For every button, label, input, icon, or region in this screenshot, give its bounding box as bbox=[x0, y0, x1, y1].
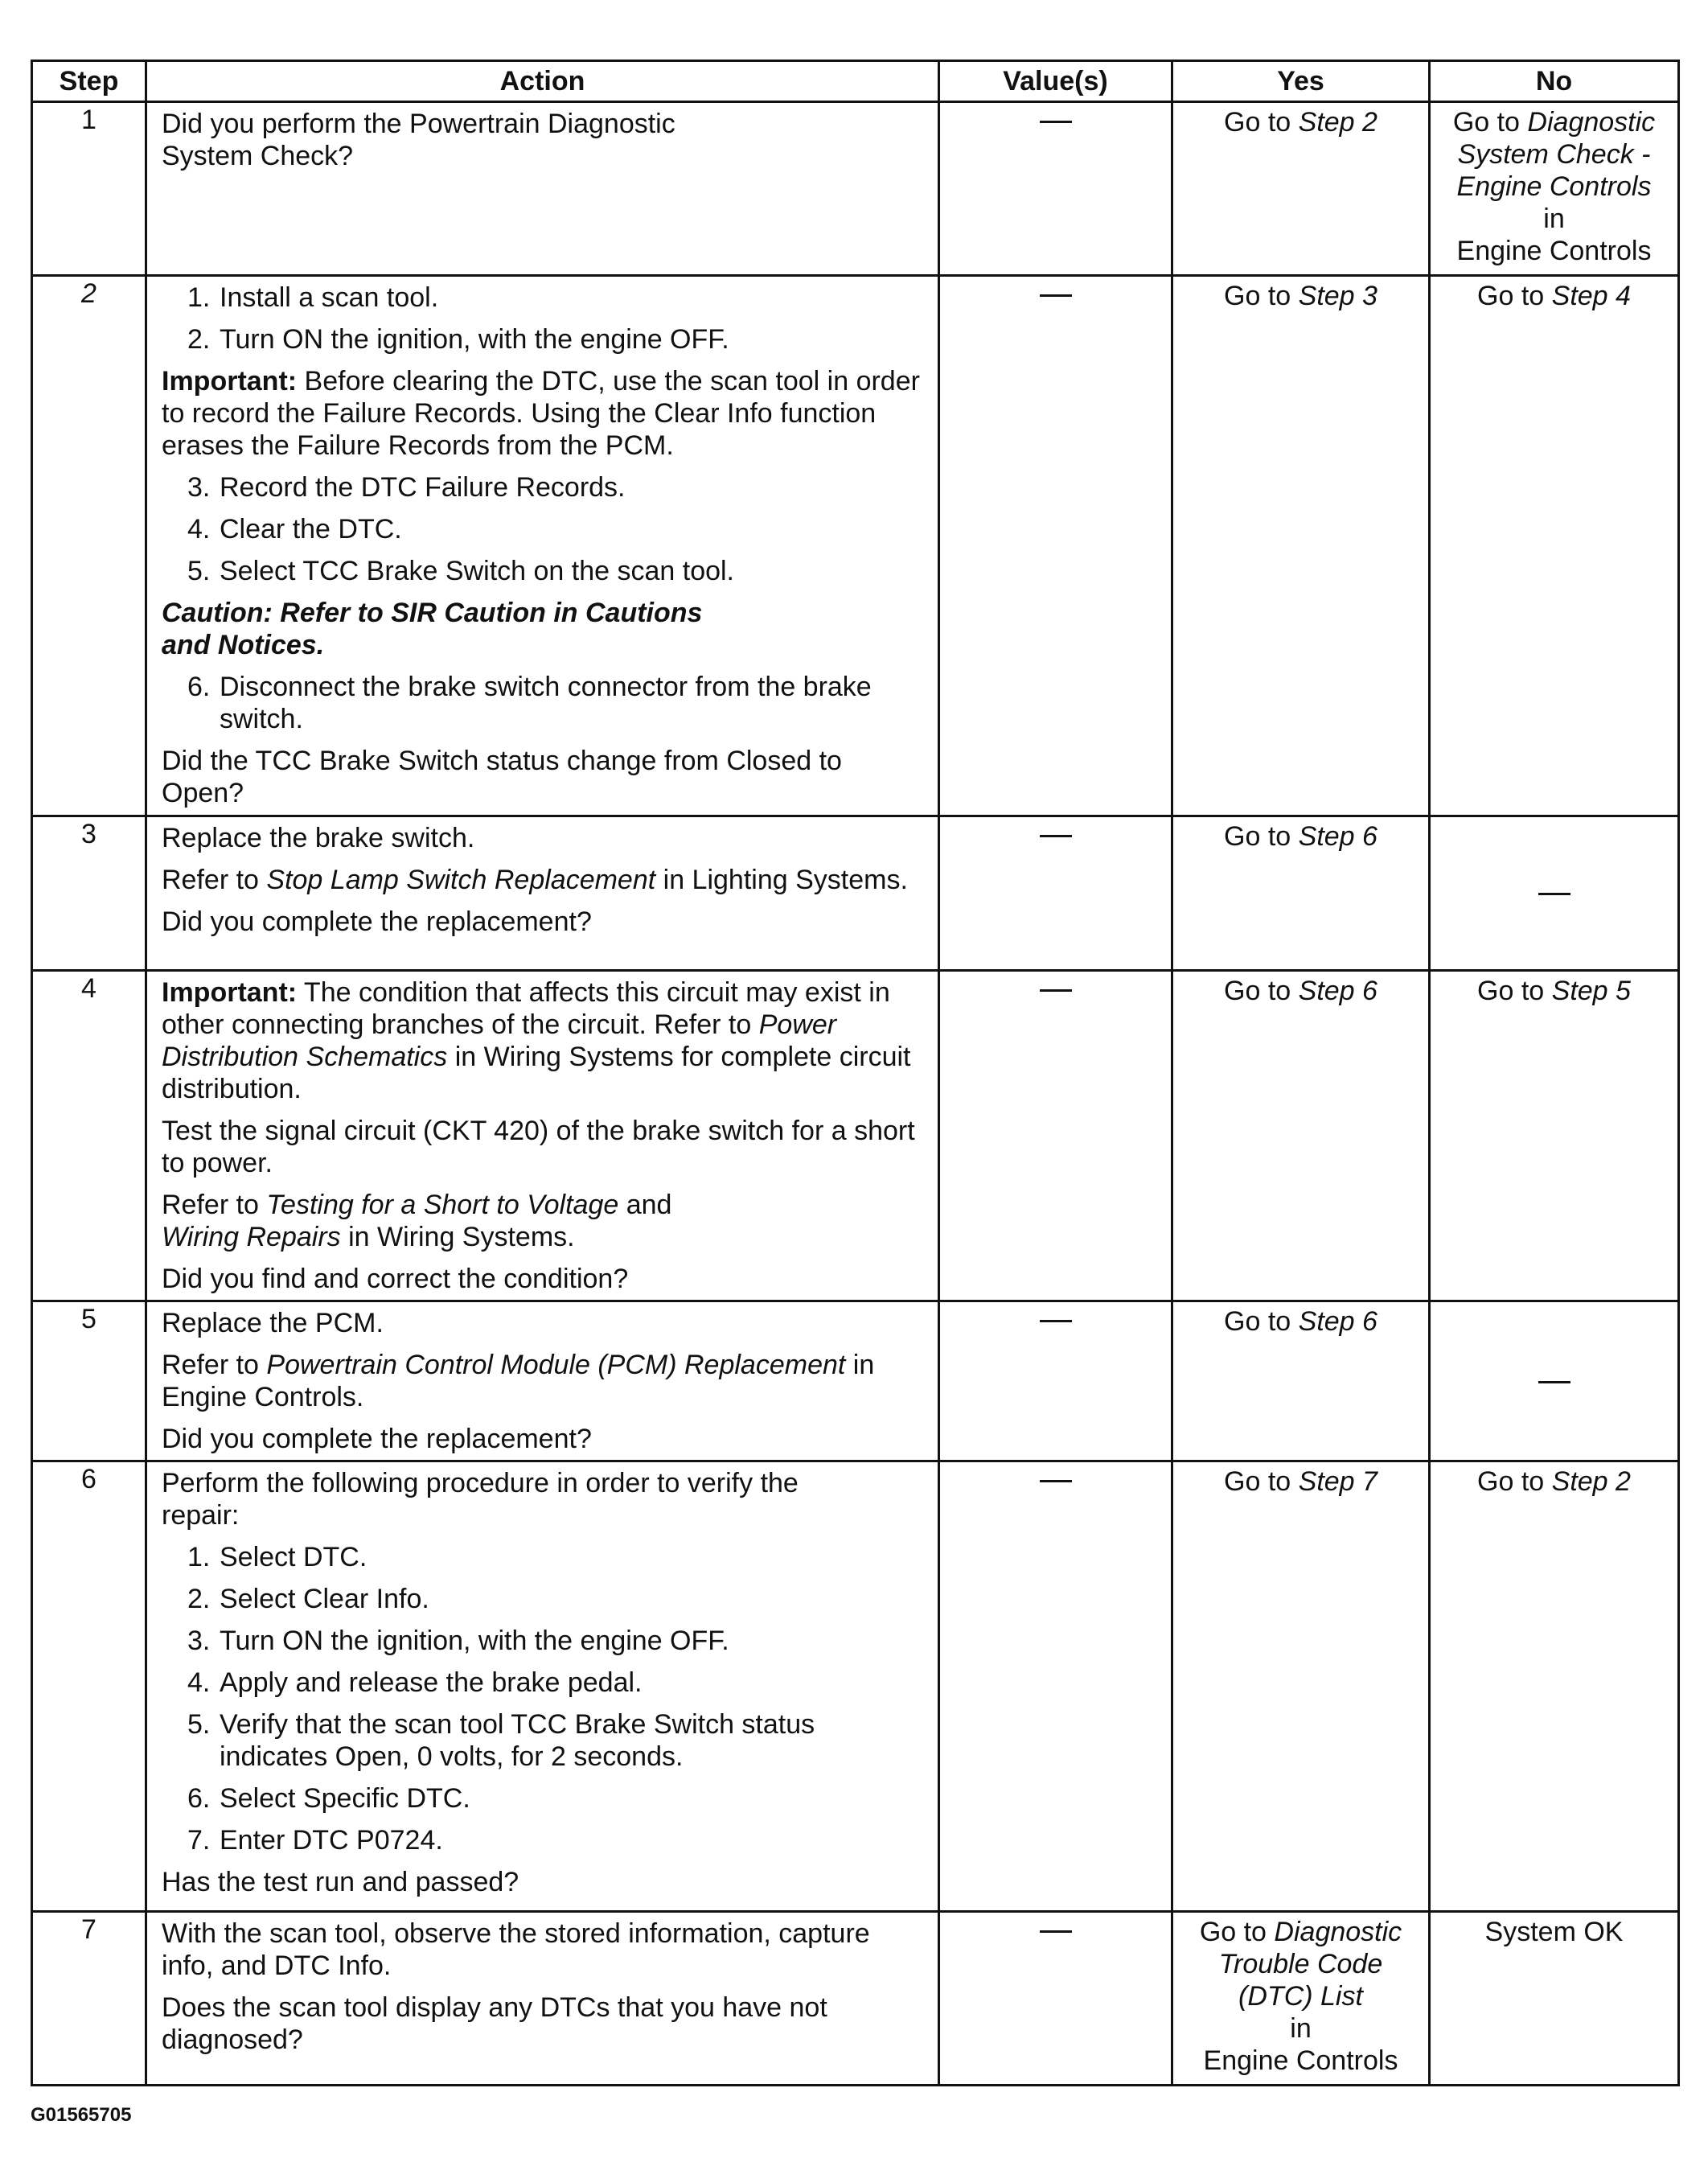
important-text: Before clearing the DTC, use the scan tool in order to record the Failure Records. Using the Clear Info function erases the Failure Records from the PCM. bbox=[162, 366, 920, 461]
dash-mark bbox=[1538, 1381, 1570, 1383]
yes-link[interactable]: Step 6 bbox=[1298, 976, 1377, 1006]
list-item bbox=[162, 1667, 926, 1699]
item-text: Record the DTC Failure Records. bbox=[220, 472, 626, 503]
item-text: Clear the DTC. bbox=[220, 514, 402, 545]
yes-link[interactable]: Diagnostic Trouble Code (DTC) List bbox=[1218, 1917, 1402, 2012]
header-step: Step bbox=[32, 61, 146, 102]
item-text: Turn ON the ignition, with the engine OFF. bbox=[220, 324, 729, 355]
list-item bbox=[162, 282, 926, 314]
no-in: in bbox=[1543, 203, 1565, 234]
action-question: Has the test run and passed? bbox=[162, 1867, 519, 1897]
important-text: The condition that affects this circuit may exist in other connecting branches of the circuit. Refer to bbox=[162, 977, 890, 1040]
header-values: Value(s) bbox=[939, 61, 1172, 102]
yes-link[interactable]: Step 7 bbox=[1298, 1466, 1377, 1497]
important-label: Important: bbox=[162, 366, 298, 397]
table-row-step-5 bbox=[32, 1301, 1679, 1461]
value-cell bbox=[939, 1461, 1172, 1912]
no-link[interactable]: Step 2 bbox=[1551, 1466, 1631, 1497]
step-number: 5 bbox=[32, 1301, 146, 1461]
yes-prefix: Go to bbox=[1224, 1306, 1299, 1337]
item-number: 2. bbox=[187, 324, 211, 355]
action-text: Test the signal circuit (CKT 420) of the brake switch for a short to power. bbox=[162, 1116, 915, 1178]
ref-suffix: in Lighting Systems. bbox=[655, 865, 908, 895]
item-number: 5. bbox=[187, 556, 211, 586]
no-prefix: Go to bbox=[1477, 281, 1552, 311]
yes-cell bbox=[1172, 102, 1430, 276]
yes-prefix: Go to bbox=[1224, 107, 1299, 138]
action-question: Does the scan tool display any DTCs that you have not diagnosed? bbox=[162, 1992, 827, 2055]
no-cell bbox=[1430, 1301, 1679, 1461]
item-text: Verify that the scan tool TCC Brake Switch status indicates Open, 0 volts, for 2 seconds. bbox=[220, 1709, 815, 1772]
ref-link[interactable]: Stop Lamp Switch Replacement bbox=[266, 865, 656, 895]
item-text: Select TCC Brake Switch on the scan tool. bbox=[220, 556, 735, 586]
list-item bbox=[162, 1782, 926, 1815]
list-item bbox=[162, 513, 926, 545]
table-row-step-1 bbox=[32, 102, 1679, 276]
ref-and: and bbox=[618, 1190, 672, 1220]
action-text: Replace the PCM. bbox=[162, 1308, 384, 1338]
item-text: Enter DTC P0724. bbox=[220, 1825, 443, 1856]
yes-prefix: Go to bbox=[1199, 1917, 1275, 1947]
table-row-step-2 bbox=[32, 276, 1679, 816]
action-cell bbox=[146, 1461, 939, 1912]
yes-cell bbox=[1172, 1912, 1430, 2086]
ref-prefix: Refer to bbox=[162, 865, 267, 895]
no-cell bbox=[1430, 1912, 1679, 2086]
value-cell bbox=[939, 816, 1172, 971]
step-number: 2 bbox=[32, 276, 146, 816]
important-note bbox=[162, 365, 926, 462]
step-number: 6 bbox=[32, 1461, 146, 1912]
no-link[interactable]: Step 5 bbox=[1551, 976, 1631, 1006]
item-text: Install a scan tool. bbox=[220, 282, 439, 313]
list-item bbox=[162, 671, 926, 735]
yes-link[interactable]: Step 6 bbox=[1298, 1306, 1377, 1337]
important-note bbox=[162, 976, 926, 1105]
action-cell bbox=[146, 1301, 939, 1461]
value-cell bbox=[939, 1301, 1172, 1461]
table-row-step-3 bbox=[32, 816, 1679, 971]
dash-mark bbox=[1040, 121, 1072, 123]
dash-mark bbox=[1040, 989, 1072, 992]
item-text: Apply and release the brake pedal. bbox=[220, 1667, 643, 1698]
item-text: Select Clear Info. bbox=[220, 1584, 429, 1614]
item-text: Turn ON the ignition, with the engine OFF. bbox=[220, 1626, 729, 1656]
header-yes: Yes bbox=[1172, 61, 1430, 102]
ref-suffix: in Wiring Systems. bbox=[340, 1222, 575, 1252]
no-prefix: Go to bbox=[1452, 107, 1528, 138]
diagnostic-table bbox=[31, 60, 1680, 2086]
action-text: With the scan tool, observe the stored information, capture info, and DTC Info. bbox=[162, 1918, 870, 1981]
yes-prefix: Go to bbox=[1224, 821, 1299, 852]
table-row-step-4 bbox=[32, 971, 1679, 1301]
action-cell bbox=[146, 816, 939, 971]
figure-id: G01565705 bbox=[31, 2104, 132, 2126]
action-text: Replace the brake switch. bbox=[162, 823, 475, 853]
yes-section: Engine Controls bbox=[1203, 2045, 1398, 2076]
important-link[interactable]: Power Distribution Schematics bbox=[162, 1009, 837, 1072]
action-question: Did you find and correct the condition? bbox=[162, 1264, 629, 1294]
yes-in: in bbox=[1290, 2013, 1312, 2044]
dash-mark bbox=[1538, 893, 1570, 895]
ref-link[interactable]: Wiring Repairs bbox=[162, 1222, 341, 1252]
value-cell bbox=[939, 102, 1172, 276]
action-question: Did you complete the replacement? bbox=[162, 906, 592, 937]
no-cell bbox=[1430, 816, 1679, 971]
table-row-step-6 bbox=[32, 1461, 1679, 1912]
action-cell bbox=[146, 102, 939, 276]
no-cell bbox=[1430, 102, 1679, 276]
ref-link[interactable]: Testing for a Short to Voltage bbox=[266, 1190, 619, 1220]
yes-cell bbox=[1172, 971, 1430, 1301]
dash-mark bbox=[1040, 1320, 1072, 1322]
important-suffix: in Wiring Systems for complete circuit distribution. bbox=[162, 1042, 911, 1104]
item-number: 2. bbox=[187, 1584, 211, 1614]
ref-prefix: Refer to bbox=[162, 1190, 267, 1220]
yes-cell bbox=[1172, 1301, 1430, 1461]
yes-prefix: Go to bbox=[1224, 976, 1299, 1006]
yes-link[interactable]: Step 6 bbox=[1298, 821, 1377, 852]
no-cell bbox=[1430, 276, 1679, 816]
yes-prefix: Go to bbox=[1224, 281, 1299, 311]
item-number: 1. bbox=[187, 1542, 211, 1572]
table-header-row bbox=[32, 61, 1679, 102]
item-number: 4. bbox=[187, 1667, 211, 1698]
item-number: 3. bbox=[187, 1626, 211, 1656]
item-text: Disconnect the brake switch connector from the brake switch. bbox=[220, 672, 872, 734]
list-item bbox=[162, 471, 926, 504]
yes-cell bbox=[1172, 1461, 1430, 1912]
action-question: Did you complete the replacement? bbox=[162, 1424, 592, 1454]
table-row-step-7 bbox=[32, 1912, 1679, 2086]
important-label: Important: bbox=[162, 977, 298, 1008]
action-text: Perform the following procedure in order to verify the repair: bbox=[162, 1468, 799, 1531]
action-question: Did you perform the Powertrain Diagnostic System Check? bbox=[162, 109, 675, 171]
item-number: 6. bbox=[187, 672, 211, 702]
dash-mark bbox=[1040, 1480, 1072, 1482]
caution-note: Caution: Refer to SIR Caution in Cautions and Notices. bbox=[162, 598, 703, 660]
step-number: 1 bbox=[32, 102, 146, 276]
yes-link[interactable]: Step 2 bbox=[1298, 107, 1377, 138]
list-item bbox=[162, 1708, 895, 1773]
no-link[interactable]: Step 4 bbox=[1551, 281, 1631, 311]
no-link[interactable]: Diagnostic System Check - Engine Controls bbox=[1456, 107, 1656, 202]
list-item bbox=[162, 1824, 926, 1856]
yes-prefix: Go to bbox=[1224, 1466, 1299, 1497]
value-cell bbox=[939, 1912, 1172, 2086]
step-number: 7 bbox=[32, 1912, 146, 2086]
list-item bbox=[162, 1625, 926, 1657]
ref-prefix: Refer to bbox=[162, 1350, 267, 1380]
no-cell bbox=[1430, 1461, 1679, 1912]
no-prefix: Go to bbox=[1477, 1466, 1552, 1497]
item-number: 3. bbox=[187, 472, 211, 503]
item-number: 4. bbox=[187, 514, 211, 545]
ref-suffix: in Engine Controls. bbox=[162, 1350, 875, 1412]
yes-cell bbox=[1172, 276, 1430, 816]
value-cell bbox=[939, 276, 1172, 816]
item-text: Select DTC. bbox=[220, 1542, 367, 1572]
no-cell bbox=[1430, 971, 1679, 1301]
no-result: System OK bbox=[1484, 1917, 1624, 1947]
yes-link[interactable]: Step 3 bbox=[1298, 281, 1377, 311]
no-section: Engine Controls bbox=[1456, 236, 1652, 266]
item-text: Select Specific DTC. bbox=[220, 1783, 470, 1814]
step-number: 3 bbox=[32, 816, 146, 971]
item-number: 6. bbox=[187, 1783, 211, 1814]
no-prefix: Go to bbox=[1477, 976, 1552, 1006]
step-number: 4 bbox=[32, 971, 146, 1301]
dash-mark bbox=[1040, 835, 1072, 837]
list-item bbox=[162, 1541, 926, 1573]
list-item bbox=[162, 1583, 926, 1615]
item-number: 1. bbox=[187, 282, 211, 313]
item-number: 7. bbox=[187, 1825, 211, 1856]
action-cell bbox=[146, 971, 939, 1301]
action-cell bbox=[146, 1912, 939, 2086]
header-action: Action bbox=[146, 61, 939, 102]
dash-mark bbox=[1040, 1930, 1072, 1933]
header-no: No bbox=[1430, 61, 1679, 102]
ref-link[interactable]: Powertrain Control Module (PCM) Replacement bbox=[266, 1350, 846, 1380]
reference-note bbox=[162, 1349, 926, 1413]
yes-cell bbox=[1172, 816, 1430, 971]
list-item bbox=[162, 323, 926, 356]
value-cell bbox=[939, 971, 1172, 1301]
reference-note bbox=[162, 864, 926, 896]
item-number: 5. bbox=[187, 1709, 211, 1740]
list-item bbox=[162, 555, 926, 587]
action-question: Did the TCC Brake Switch status change from Closed to Open? bbox=[162, 746, 842, 808]
action-cell bbox=[146, 276, 939, 816]
reference-note bbox=[162, 1189, 725, 1253]
dash-mark bbox=[1040, 294, 1072, 297]
